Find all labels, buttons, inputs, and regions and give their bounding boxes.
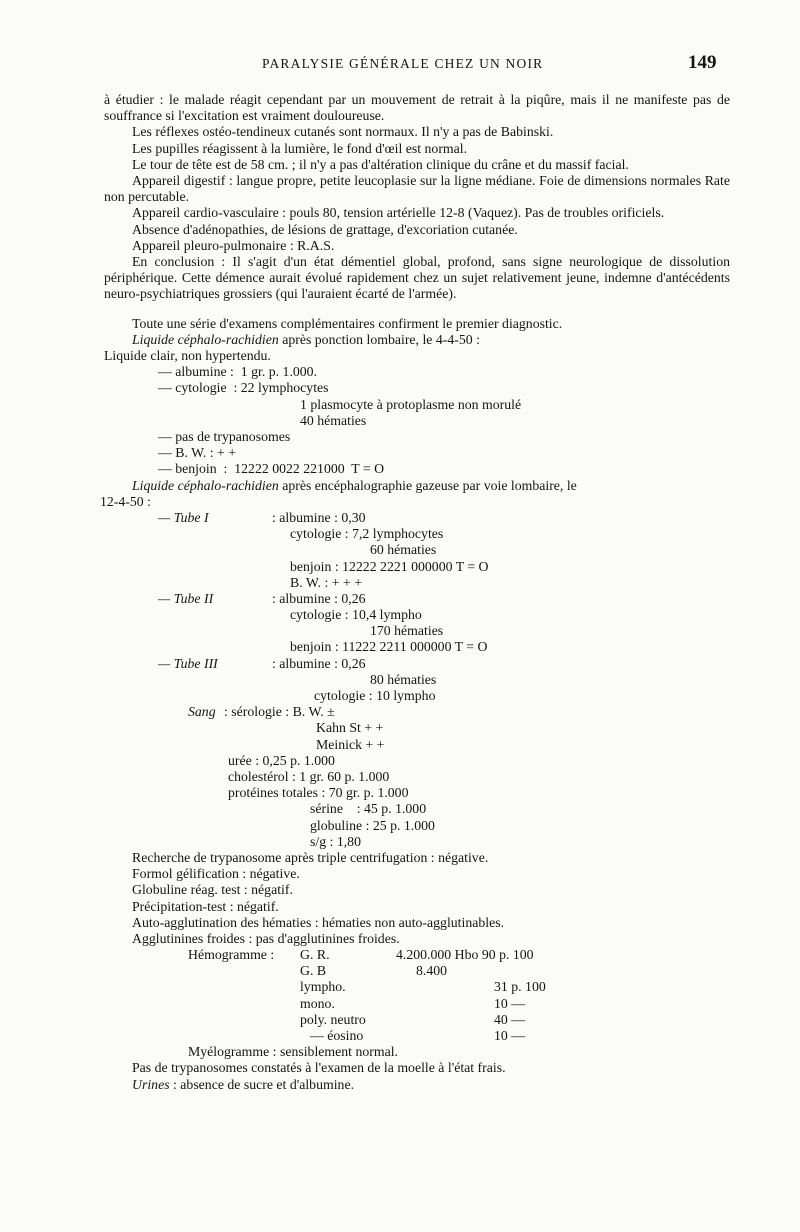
tube3-row: 80 hématies (370, 671, 437, 687)
lcr1-item: — cytologie : 22 lymphocytes (158, 380, 329, 396)
page-number: 149 (688, 52, 717, 73)
test-line: Agglutinines froides : pas d'agglutinines froides. (132, 930, 400, 946)
page-header (0, 52, 800, 76)
sang-row: urée : 0,25 p. 1.000 (228, 752, 335, 768)
hemogramme-row: lympho. 31 p. 100 (300, 979, 546, 995)
lcr1-title: Liquide céphalo-rachidien après ponction lombaire, le 4-4-50 : (132, 331, 480, 347)
test-line: Formol gélification : négative. (132, 866, 300, 882)
sang-row: globuline : 25 p. 1.000 (310, 817, 435, 833)
body-text (100, 92, 730, 1093)
tube3-row: — Tube III : albumine : 0,26 (158, 655, 366, 671)
tube1-row: B. W. : + + + (290, 574, 363, 590)
lcr1-item: — albumine : 1 gr. p. 1.000. (158, 364, 318, 380)
lcr1-item: 40 hématies (300, 412, 367, 428)
sang-row: sérine : 45 p. 1.000 (310, 801, 427, 817)
tube2-row: cytologie : 10,4 lympho (290, 607, 422, 623)
sang-row: cholestérol : 1 gr. 60 p. 1.000 (228, 768, 390, 784)
moelle-line: Pas de trypanosomes constatés à l'examen de la moelle à l'état frais. (132, 1060, 506, 1076)
myelogramme-line: Myélogramme : sensiblement normal. (188, 1044, 398, 1060)
tube1-row: 60 hématies (370, 542, 437, 558)
lcr1-item: — benjoin : 12222 0022 221000 T = O (158, 461, 385, 477)
paragraph: Appareil digestif : langue propre, petite leucoplasie sur la ligne médiane. Foie de dimensions normales Rate non percutable. (104, 173, 730, 205)
test-line: Recherche de trypanosome après triple centrifugation : négative. (132, 849, 489, 865)
paragraph: à étudier : le malade réagit cependant par un mouvement de retrait à la piqûre, mais il ne manifeste pas de souffrance si l'excitation est vraiment douloureuse. (104, 92, 730, 124)
hemogramme-row: G. B 8.400 (300, 963, 448, 979)
lcr1-line: Liquide clair, non hypertendu. (104, 348, 271, 364)
hemogramme-row: Hémogramme : G. R. 4.200.000 Hbo 90 p. 100 (188, 947, 534, 963)
sang-row: protéines totales : 70 gr. p. 1.000 (228, 785, 409, 801)
tube2-row: benjoin : 11222 2211 000000 T = O (290, 639, 488, 655)
hemogramme-row: mono. 10 — (300, 995, 526, 1011)
test-line: Auto-agglutination des hématies : hématies non auto-agglutinables. (132, 914, 505, 930)
paragraph: En conclusion : Il s'agit d'un état démentiel global, profond, sans signe neurologique de dissolution périphérique. Cette démence aurait évolué rapidement chez un sujet relativement jeune, indemne d'antécédents neuro-psychiatriques grossiers (qui l'auraient écarté de l'armée). (104, 254, 730, 302)
sang-row: Meinick + + (316, 736, 385, 752)
hemogramme-row: poly. neutro 40 — (300, 1011, 526, 1027)
lcr1-item: — pas de trypanosomes (158, 429, 291, 444)
tube3-row: cytologie : 10 lympho (314, 688, 436, 704)
paragraph: Toute une série d'examens complémentaires confirment le premier diagnostic. (132, 315, 563, 331)
running-title: PARALYSIE GÉNÉRALE CHEZ UN NOIR (262, 56, 544, 71)
test-line: Précipitation-test : négatif. (132, 898, 279, 914)
paragraph: Le tour de tête est de 58 cm. ; il n'y a pas d'altération clinique du crâne et du massif facial. (132, 156, 629, 172)
sang-row: Kahn St + + (316, 720, 384, 736)
sang-row: Sang : sérologie : B. W. ± (188, 704, 335, 720)
tube2-row: 170 hématies (370, 623, 444, 639)
tube1-row: benjoin : 12222 2221 000000 T = O (290, 558, 489, 574)
lcr1-item: 1 plasmocyte à protoplasme non morulé (300, 396, 522, 412)
lcr2-date: 12-4-50 : (100, 493, 151, 509)
test-line: Globuline réag. test : négatif. (132, 882, 293, 898)
paragraph: Appareil pleuro-pulmonaire : R.A.S. (132, 237, 335, 253)
paragraph: Appareil cardio-vasculaire : pouls 80, tension artérielle 12-8 (Vaquez). Pas de troubles orificiels. (132, 205, 665, 221)
tube1-row: — Tube I : albumine : 0,30 (158, 509, 366, 525)
urines-line: Urines : absence de sucre et d'albumine. (132, 1076, 355, 1092)
lcr2-title: Liquide céphalo-rachidien après encéphalographie gazeuse par voie lombaire, le (132, 477, 577, 493)
tube1-row: cytologie : 7,2 lymphocytes (290, 526, 444, 542)
paragraph: Les pupilles réagissent à la lumière, le fond d'œil est normal. (132, 140, 468, 156)
hemogramme-row: — éosino 10 — (310, 1028, 526, 1044)
sang-row: s/g : 1,80 (310, 833, 361, 849)
paragraph: Absence d'adénopathies, de lésions de grattage, d'excoriation cutanée. (132, 221, 518, 237)
paragraph: Les réflexes ostéo-tendineux cutanés sont normaux. Il n'y a pas de Babinski. (132, 124, 554, 140)
tube2-row: — Tube II : albumine : 0,26 (158, 590, 366, 606)
lcr1-item: — B. W. : + + (158, 445, 237, 461)
